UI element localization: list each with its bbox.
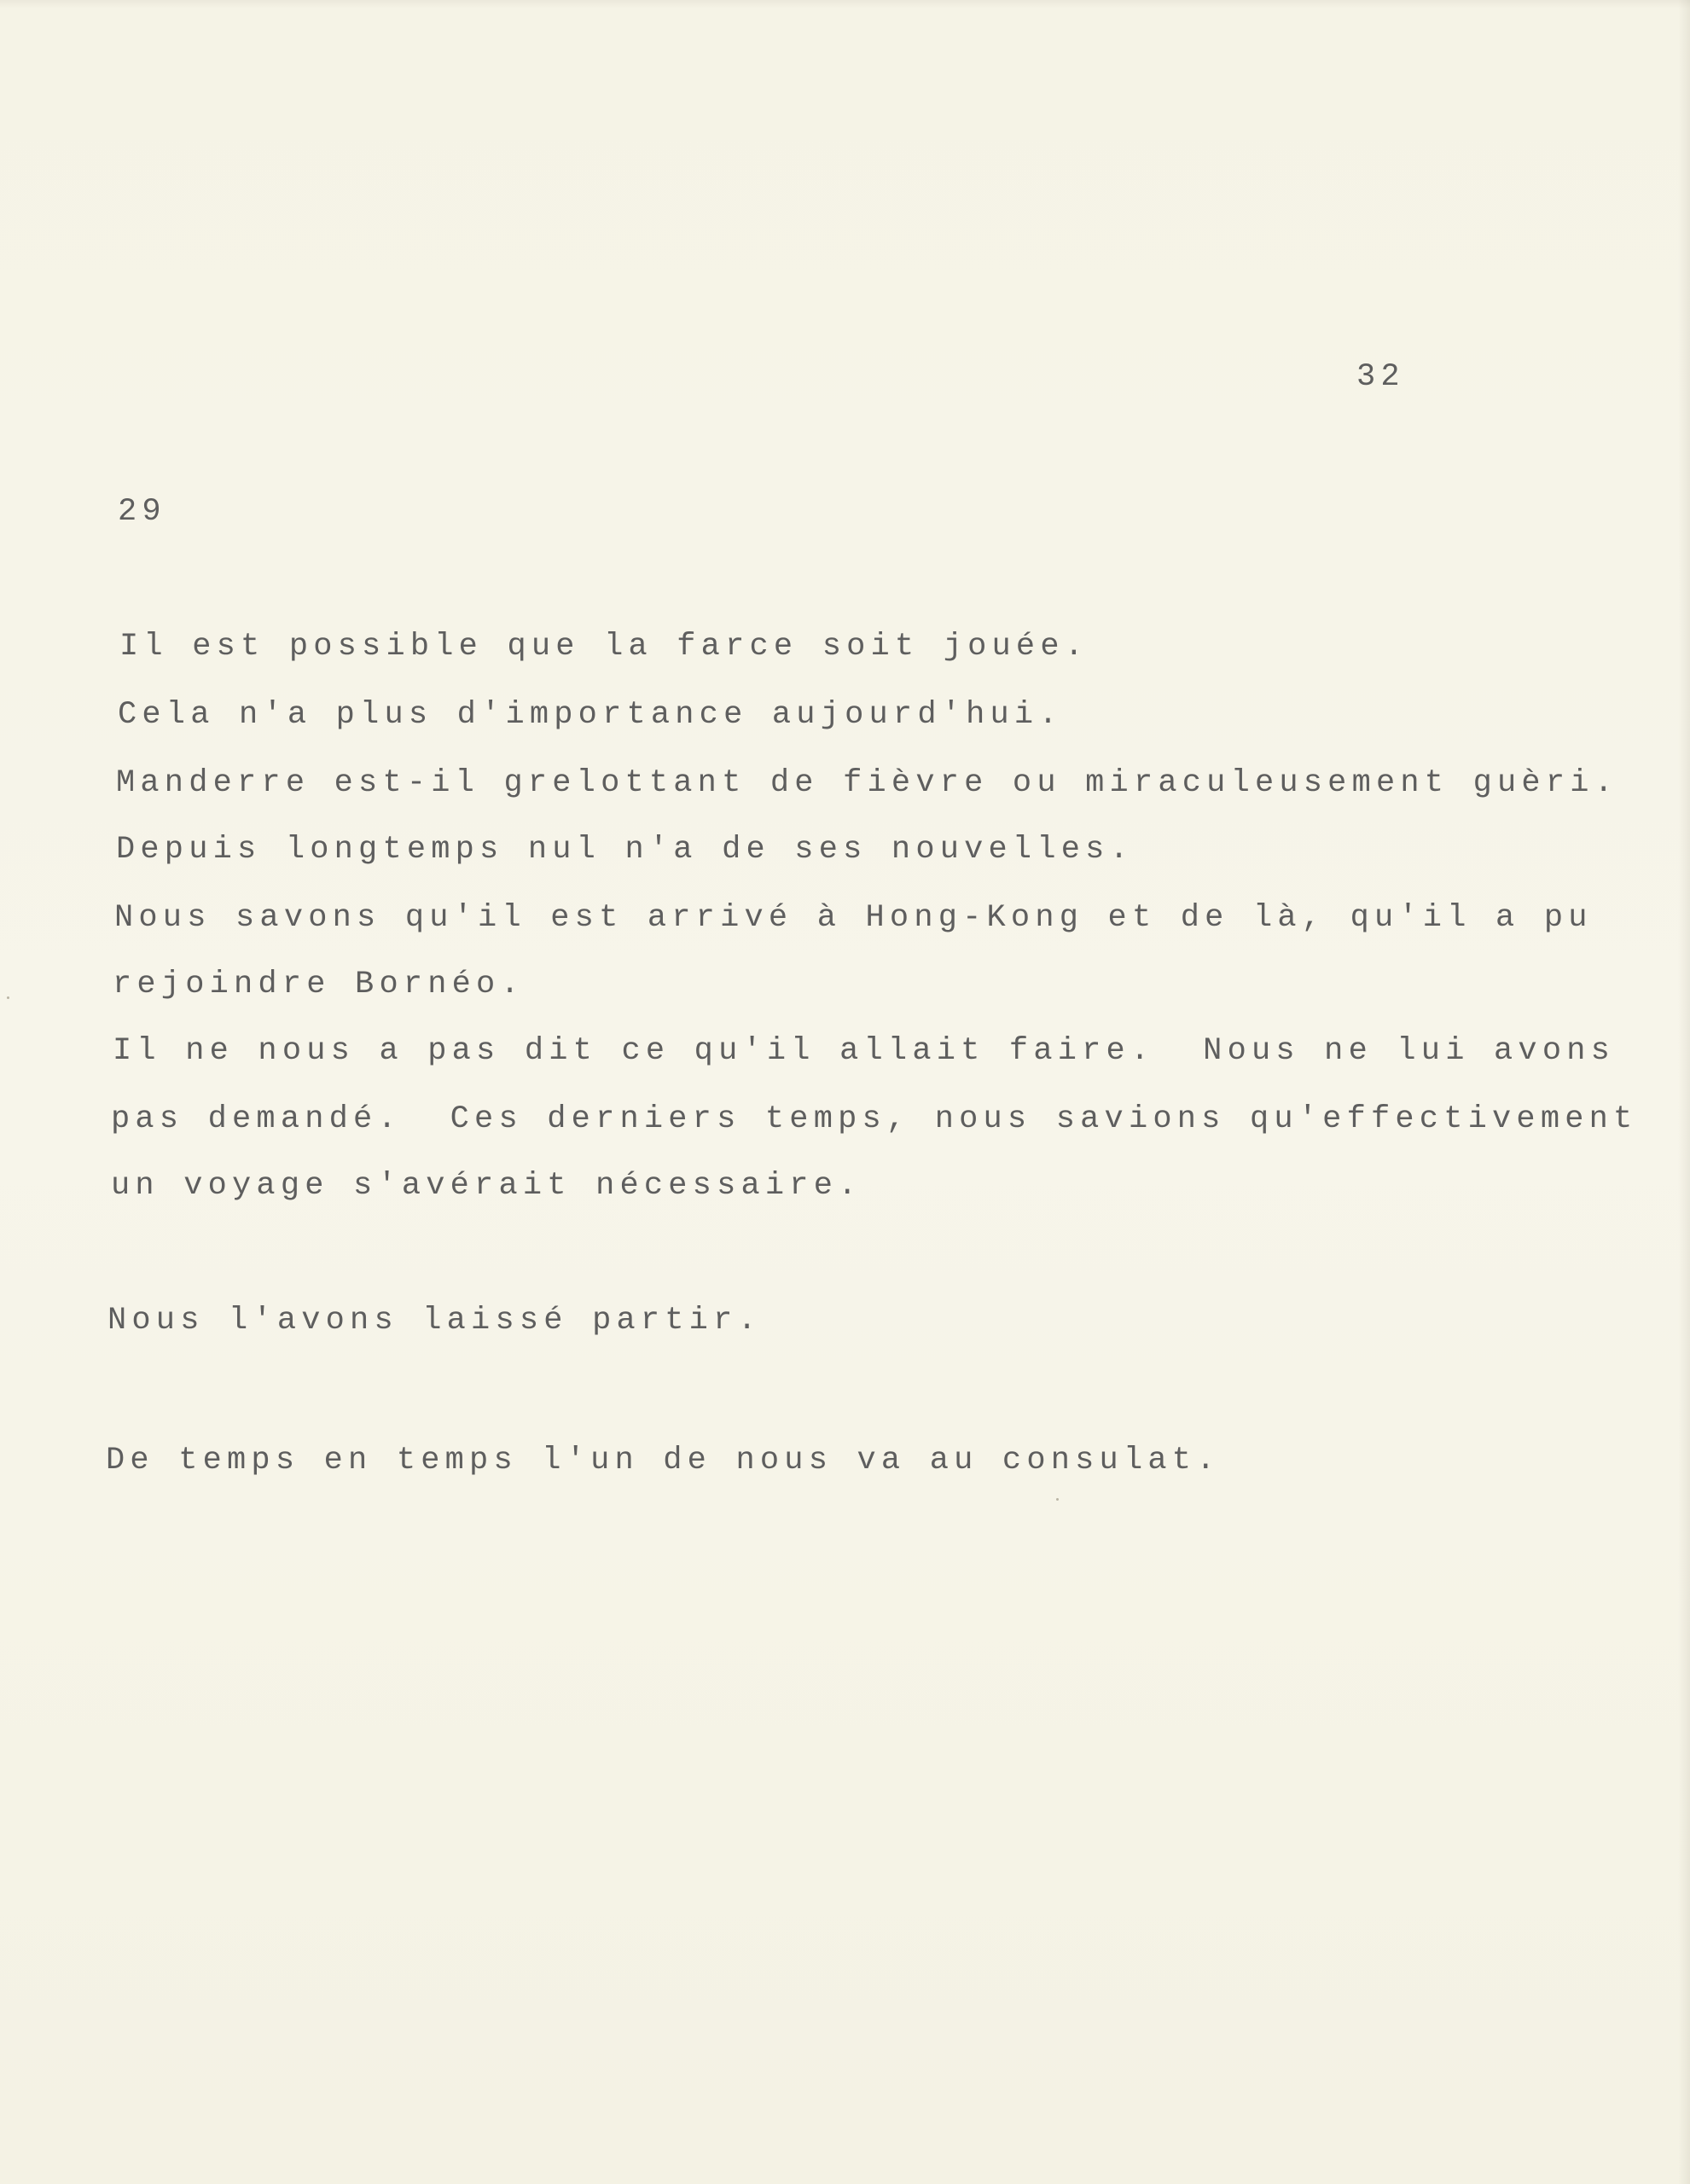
- text-line: De temps en temps l'un de nous va au consulat.: [106, 1443, 1221, 1478]
- text-line: Manderre est-il grelottant de fièvre ou miraculeusement guèri.: [116, 765, 1619, 801]
- section-number: 29: [118, 494, 166, 530]
- text-line: Depuis longtemps nul n'a de ses nouvelles.: [116, 832, 1134, 868]
- text-line: Il ne nous a pas dit ce qu'il allait faire. Nous ne lui avons: [113, 1033, 1616, 1069]
- page-number: 32: [1356, 359, 1405, 395]
- text-line: pas demandé. Ces derniers temps, nous savions qu'effectivement: [111, 1101, 1638, 1137]
- text-line: Cela n'a plus d'importance aujourd'hui.: [118, 697, 1063, 733]
- paper-speck: [7, 996, 9, 999]
- paper-right-edge: [1678, 0, 1690, 2184]
- text-line: un voyage s'avérait nécessaire.: [111, 1168, 862, 1204]
- text-line: Nous l'avons laissé partir.: [107, 1303, 762, 1339]
- paper-speck: [1056, 1498, 1059, 1501]
- text-line: Nous savons qu'il est arrivé à Hong-Kong et de là, qu'il a pu: [114, 900, 1593, 936]
- text-line: rejoindre Bornéo.: [113, 967, 525, 1002]
- paper-top-edge: [0, 0, 1690, 9]
- text-line: Il est possible que la farce soit jouée.: [119, 629, 1089, 665]
